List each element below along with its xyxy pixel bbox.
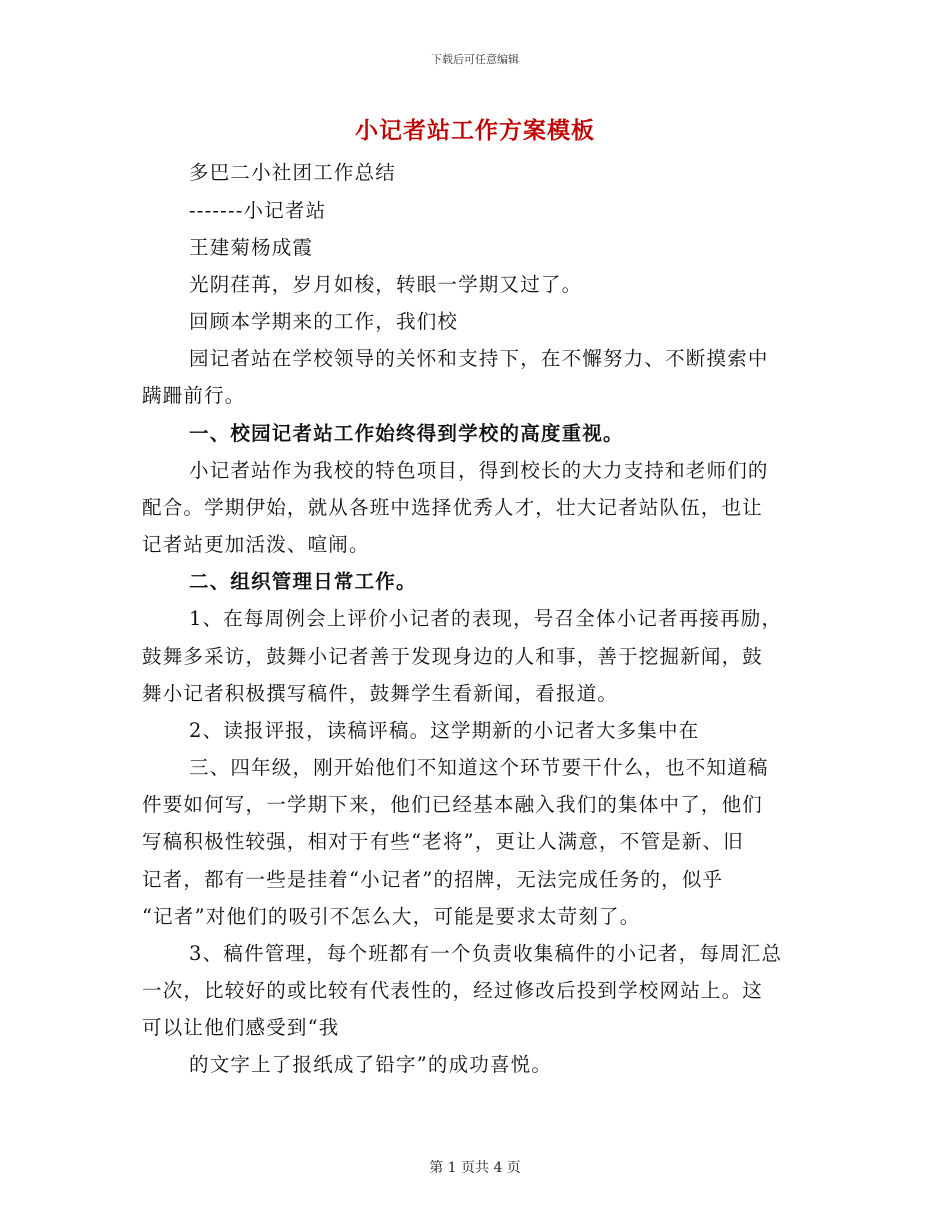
paragraph-line: 蹒跚前行。 (142, 384, 246, 407)
paragraph-line: 一次，比较好的或比较有代表性的，经过修改后投到学校网站上。这 (142, 979, 764, 1002)
paragraph-line: 三、四年级，刚开始他们不知道这个环节要干什么，也不知道稿 (189, 756, 769, 779)
paragraph-line: 写稿积极性较强，相对于有些“老将”，更让人满意，不管是新、旧 (142, 830, 744, 853)
paragraph-line: 记者站更加活泼、喧闹。 (142, 533, 370, 556)
page-header: 下载后可任意编辑 (431, 53, 519, 66)
paragraph-line: -------小记者站 (189, 199, 327, 222)
paragraph-line: 记者，都有一些是挂着“小记者”的招牌，无法完成任务的，似乎 (142, 868, 724, 891)
document-title: 小记者站工作方案模板 (355, 117, 595, 144)
paragraph-line: 舞小记者积极撰写稿件，鼓舞学生看新闻，看报道。 (142, 682, 619, 705)
paragraph-line: 1、在每周例会上评价小记者的表现，号召全体小记者再接再励， (189, 607, 783, 630)
paragraph-line: 件要如何写，一学期下来，他们已经基本融入我们的集体中了，他们 (142, 793, 764, 816)
paragraph-line: 3、稿件管理，每个班都有一个负责收集稿件的小记者，每周汇总 (189, 942, 783, 965)
paragraph-line: 的文字上了报纸成了铅字”的成功喜悦。 (189, 1053, 553, 1076)
paragraph-line: 园记者站在学校领导的关怀和支持下，在不懈努力、不断摸索中 (189, 347, 769, 370)
section-heading: 一、校园记者站工作始终得到学校的高度重视。 (189, 422, 624, 445)
paragraph-line: 小记者站作为我校的特色项目，得到校长的大力支持和老师们的 (189, 459, 769, 482)
paragraph-line: “记者”对他们的吸引不怎么大，可能是要求太苛刻了。 (142, 905, 641, 928)
paragraph-line: 鼓舞多采访，鼓舞小记者善于发现身边的人和事，善于挖掘新闻，鼓 (142, 645, 764, 668)
paragraph-line: 王建菊杨成霞 (189, 236, 314, 259)
paragraph-line: 可以让他们感受到“我 (142, 1016, 340, 1039)
paragraph-line: 多巴二小社团工作总结 (189, 161, 397, 184)
paragraph-line: 回顾本学期来的工作，我们校 (189, 310, 459, 333)
paragraph-line: 配合。学期伊始，就从各班中选择优秀人才，壮大记者站队伍，也让 (142, 496, 764, 519)
paragraph-line: 光阴荏苒，岁月如梭，转眼一学期又过了。 (189, 273, 583, 296)
page-number: 第 1 页共 4 页 (429, 1160, 521, 1176)
section-heading: 二、组织管理日常工作。 (189, 570, 417, 593)
paragraph-line: 2、读报评报，读稿评稿。这学期新的小记者大多集中在 (189, 719, 700, 742)
